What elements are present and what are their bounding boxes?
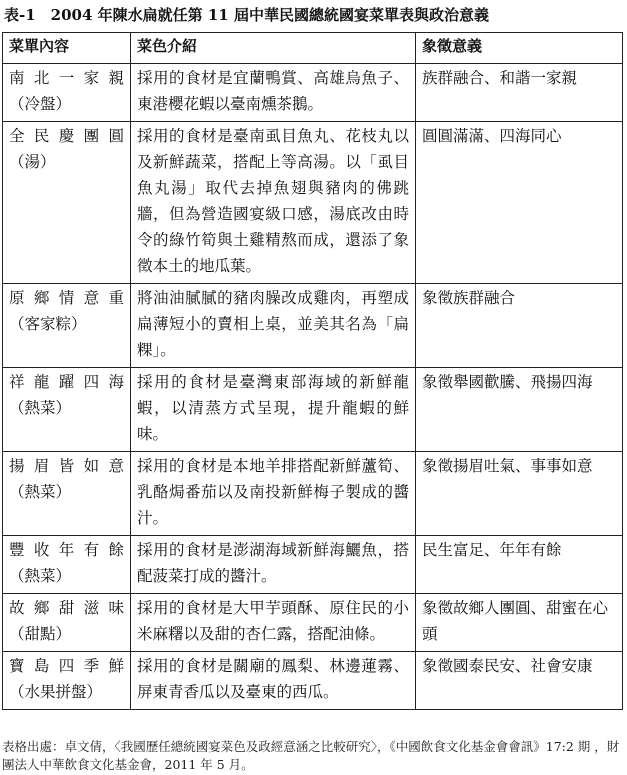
- dish-category: （甜點）: [9, 625, 72, 643]
- header-meaning: 象徵意義: [416, 33, 623, 64]
- dish-cell: [3, 594, 131, 652]
- dish-category: （客家粽）: [9, 315, 87, 333]
- dish-cell: [3, 536, 131, 594]
- menu-table: [2, 32, 623, 710]
- dish-description: 採用的食材是本地羊排搭配新鮮蘆筍、乳酪焗番茄以及南投新鮮梅子製成的醬汁。: [131, 452, 416, 536]
- dish-meaning: 象徵揚眉吐氣、事事如意: [416, 452, 623, 536]
- dish-category: （湯）: [9, 153, 56, 171]
- dish-cell: [3, 368, 131, 452]
- dish-description: 將油油膩膩的豬肉臊改成雞肉，再塑成扁薄短小的賣相上桌，並美其名為「扁粿」。: [131, 284, 416, 368]
- dish-meaning: 象徵族群融合: [416, 284, 623, 368]
- table-caption: 表-1 2004 年陳水扁就任第 11 屆中華民國總統國宴菜單表與政治意義: [4, 6, 489, 24]
- dish-name: 原鄉情意重: [9, 289, 124, 307]
- dish-name: 祥龍躍四海: [9, 373, 124, 391]
- dish-category: （水果拼盤）: [9, 683, 103, 701]
- dish-name: 全民慶團圓: [9, 127, 124, 145]
- dish-category: （熱菜）: [9, 483, 72, 501]
- dish-category: （冷盤）: [9, 95, 72, 113]
- dish-meaning: 象徵國泰民安、社會安康: [416, 652, 623, 710]
- dish-description: 採用的食材是臺灣東部海域的新鮮龍蝦，以清蒸方式呈現，提升龍蝦的鮮味。: [131, 368, 416, 452]
- table-row: [3, 452, 623, 536]
- dish-cell: [3, 452, 131, 536]
- dish-meaning: 象徵舉國歡騰、飛揚四海: [416, 368, 623, 452]
- table-row: [3, 64, 623, 122]
- dish-meaning: 象徵故鄉人團圓、甜蜜在心頭: [416, 594, 623, 652]
- dish-name: 寶島四季鮮: [9, 657, 124, 675]
- dish-description: 採用的食材是宜蘭鴨賞、高雄烏魚子、東港櫻花蝦以臺南燻茶鵝。: [131, 64, 416, 122]
- table-row: [3, 368, 623, 452]
- dish-name: 南北一家親: [9, 69, 124, 87]
- table-row: [3, 284, 623, 368]
- dish-cell: [3, 64, 131, 122]
- dish-category: （熱菜）: [9, 567, 72, 585]
- dish-description: 採用的食材是大甲芋頭酥、原住民的小米麻糬以及甜的杏仁露，搭配油條。: [131, 594, 416, 652]
- dish-cell: [3, 122, 131, 284]
- dish-name: 豐收年有餘: [9, 541, 124, 559]
- dish-cell: [3, 652, 131, 710]
- dish-meaning: 圓圓滿滿、四海同心: [416, 122, 623, 284]
- dish-cell: [3, 284, 131, 368]
- dish-description: 採用的食材是關廟的鳳梨、林邊蓮霧、屏東青香瓜以及臺東的西瓜。: [131, 652, 416, 710]
- dish-category: （熱菜）: [9, 399, 72, 417]
- dish-meaning: 族群融合、和諧一家親: [416, 64, 623, 122]
- dish-name: 揚眉皆如意: [9, 457, 124, 475]
- dish-meaning: 民生富足、年年有餘: [416, 536, 623, 594]
- header-row: [3, 33, 623, 64]
- table-row: [3, 122, 623, 284]
- dish-description: 採用的食材是臺南虱目魚丸、花枝丸以及新鮮蔬菜，搭配上等高湯。以「虱目魚丸湯」取代去掉魚翅與豬肉的佛跳牆，但為營造國宴級口感，湯底改由時令的綠竹筍與土雞精熬而成，還添了象徵本土的地瓜葉。: [131, 122, 416, 284]
- dish-name: 故鄉甜滋味: [9, 599, 124, 617]
- header-description: 菜色介紹: [131, 33, 416, 64]
- table-row: [3, 594, 623, 652]
- table-row: [3, 652, 623, 710]
- source-note: 表格出處：卓文倩，〈我國歷任總統國宴菜色及政經意涵之比較研究〉，《中國飲食文化基金會會訊》17:2 期 ，財團法人中華飲食文化基金會，2011 年 5 月。: [2, 739, 620, 772]
- table-row: [3, 536, 623, 594]
- header-dish: 菜單內容: [3, 33, 131, 64]
- dish-description: 採用的食材是澎湖海域新鮮海鱺魚，搭配菠菜打成的醬汁。: [131, 536, 416, 594]
